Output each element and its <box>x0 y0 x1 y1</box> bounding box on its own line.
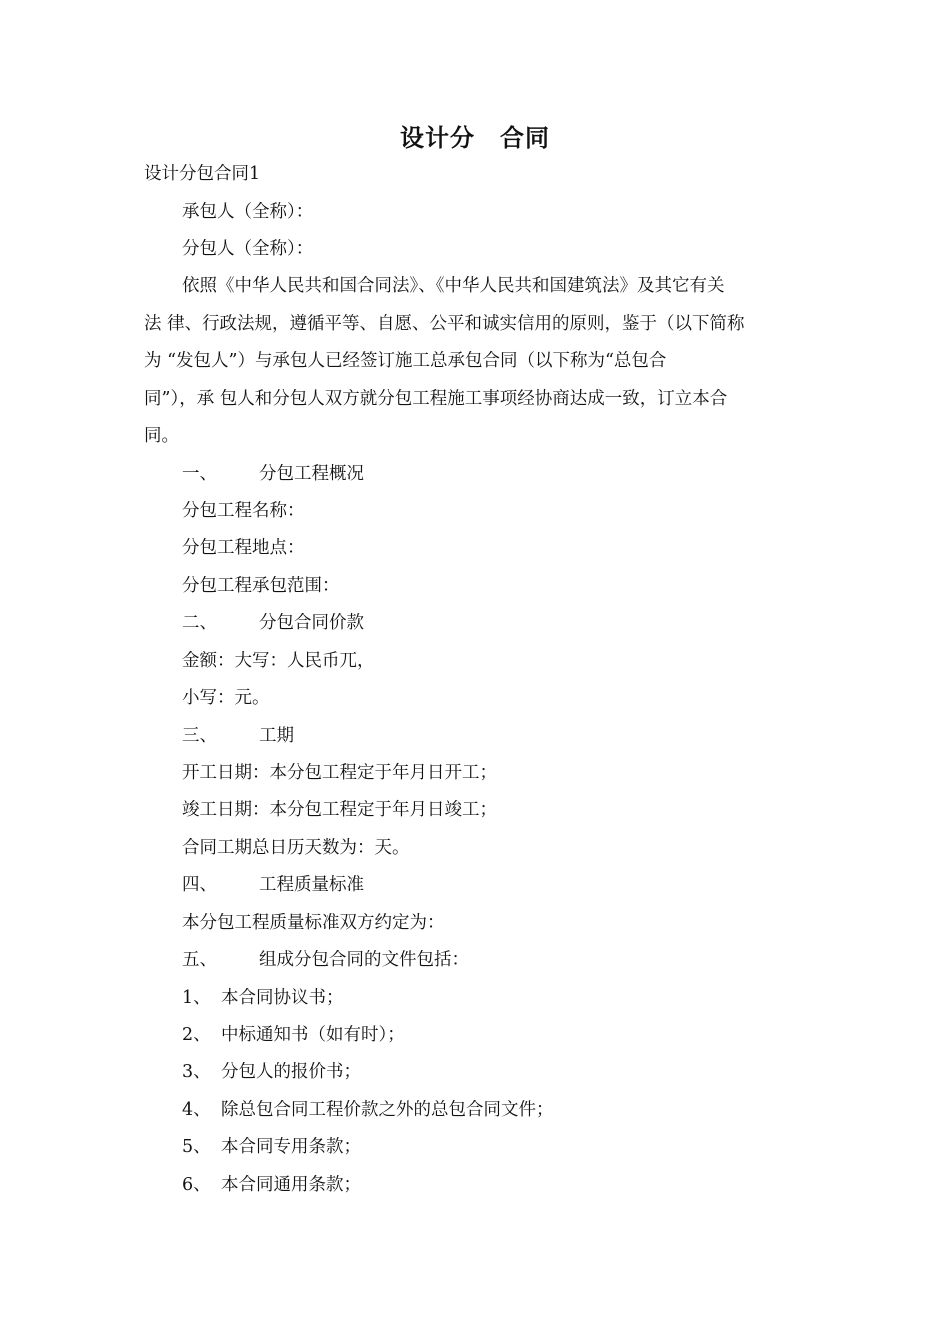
section-title: 分包合同价款 <box>259 613 364 633</box>
list-item-number: 1、 <box>182 988 211 1008</box>
list-item <box>182 1023 405 1047</box>
contractor-line: 承包人（全称）： <box>182 202 314 222</box>
list-item <box>182 1098 554 1122</box>
body-line: 合同工期总日历天数为：天。 <box>182 838 410 858</box>
list-item <box>182 1135 361 1159</box>
body-line: 竣工日期：本分包工程定于年月日竣工； <box>182 800 497 820</box>
document-subtitle: 设计分包合同1 <box>144 164 261 184</box>
body-line: 金额：大写：人民币兀， <box>182 651 375 671</box>
list-item <box>182 1173 361 1197</box>
section-heading <box>182 724 294 748</box>
section-number: 二、 <box>182 613 217 633</box>
list-item-number: 3、 <box>182 1062 211 1082</box>
list-item <box>182 986 344 1010</box>
list-item-text: 本合同通用条款； <box>221 1175 361 1195</box>
list-item-text: 中标通知书（如有时）； <box>221 1025 405 1045</box>
section-heading <box>182 948 469 972</box>
body-line: 分包工程地点： <box>182 538 305 558</box>
section-title: 工程质量标准 <box>259 875 364 895</box>
section-title: 组成分包合同的文件包括： <box>259 950 469 970</box>
list-item-number: 2、 <box>182 1025 211 1045</box>
document-title: 设计分 合同 <box>400 124 550 152</box>
list-item <box>182 1060 361 1084</box>
preamble-line: 同。 <box>144 426 179 446</box>
section-title: 工期 <box>259 726 294 746</box>
preamble-line: 法 律、行政法规，遵循平等、自愿、公平和诚实信用的原则，鉴于（以下简称 <box>144 314 745 334</box>
subcontractor-line: 分包人（全称）： <box>182 239 314 259</box>
body-line: 本分包工程质量标准双方约定为： <box>182 913 445 933</box>
list-item-text: 本合同协议书； <box>221 988 344 1008</box>
list-item-text: 本合同专用条款； <box>221 1137 361 1157</box>
list-item-number: 5、 <box>182 1137 211 1157</box>
section-heading <box>182 462 364 486</box>
preamble-line: 依照《中华人民共和国合同法》、《中华人民共和国建筑法》及其它有关 <box>182 276 725 296</box>
list-item-text: 除总包合同工程价款之外的总包合同文件； <box>221 1100 554 1120</box>
preamble-line: 为 “发包人”）与承包人已经签订施工总承包合同（以下称为“总包合 <box>144 351 667 371</box>
section-number: 三、 <box>182 726 217 746</box>
body-line: 小写：元。 <box>182 688 270 708</box>
section-number: 一、 <box>182 464 217 484</box>
list-item-text: 分包人的报价书； <box>221 1062 361 1082</box>
list-item-number: 6、 <box>182 1175 211 1195</box>
body-line: 分包工程名称： <box>182 501 305 521</box>
section-heading <box>182 611 364 635</box>
section-number: 五、 <box>182 950 217 970</box>
body-line: 分包工程承包范围： <box>182 576 340 596</box>
body-line: 开工日期：本分包工程定于年月日开工； <box>182 763 497 783</box>
section-title: 分包工程概况 <box>259 464 364 484</box>
section-number: 四、 <box>182 875 217 895</box>
list-item-number: 4、 <box>182 1100 211 1120</box>
section-heading <box>182 873 364 897</box>
preamble-line: 同”），承 包人和分包人双方就分包工程施工事项经协商达成一致，订立本合 <box>144 389 728 409</box>
